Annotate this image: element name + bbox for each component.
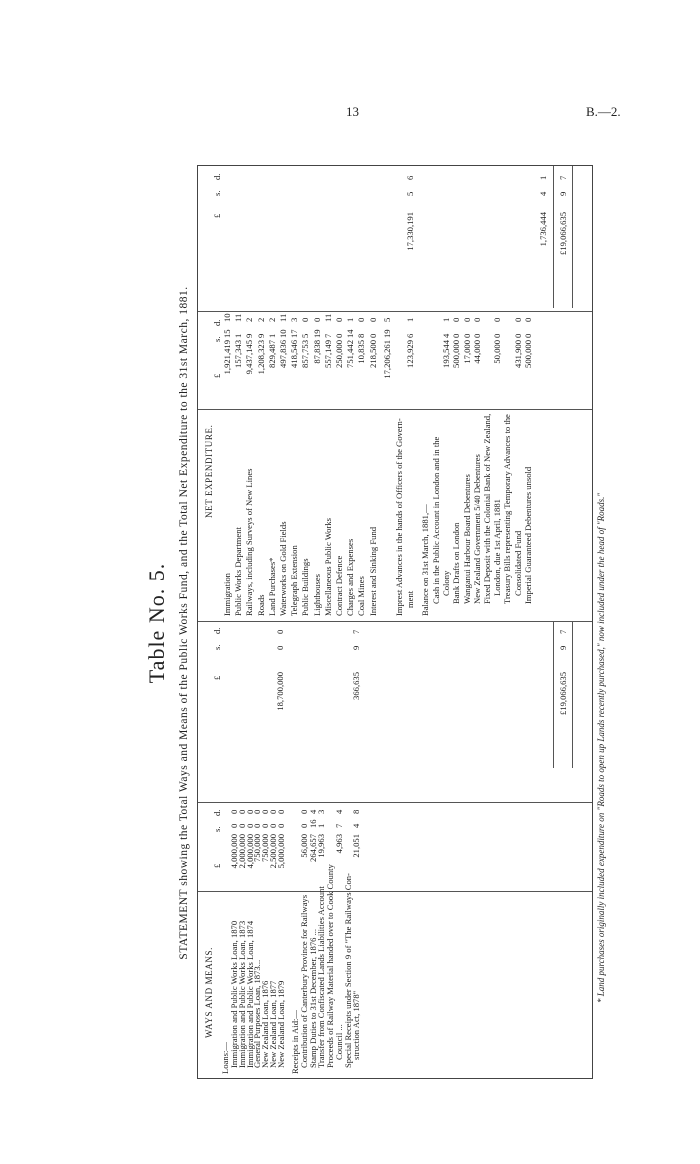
loan-row-label: New Zealand Loan, 1879 bbox=[275, 980, 286, 1068]
ways-currency-pence: d. bbox=[212, 809, 222, 816]
exp-items-total-pence: 5 bbox=[382, 317, 392, 322]
loan-row-pence: 0 bbox=[229, 809, 239, 814]
balance-row-label: New Zealand Government 5/40 Debentures bbox=[471, 454, 482, 604]
ways-grand-total-pence: 7 bbox=[558, 629, 568, 634]
expenditure-row-pence: 0 bbox=[311, 317, 322, 322]
loan-row-label: New Zealand Loan, 1876 bbox=[260, 980, 271, 1068]
column-rule bbox=[198, 891, 592, 892]
exp-currency-shillings: s. bbox=[212, 336, 222, 342]
expenditure-row-shillings: 7 bbox=[322, 333, 333, 338]
loan-row-pounds: 5,000,000 bbox=[275, 834, 286, 869]
receipt-row-pence: 8 bbox=[351, 809, 362, 814]
expenditure-row-label: Waterworks on Gold Fields bbox=[278, 521, 288, 616]
document-reference: B.—2. bbox=[586, 104, 621, 119]
ways-currency-shillings: s. bbox=[212, 826, 222, 832]
exp-currency-pounds: £ bbox=[212, 373, 222, 378]
receipt-row-pounds: 56,000 bbox=[299, 834, 309, 858]
expenditure-row-shillings: 0 bbox=[367, 333, 378, 338]
exp-subtotal-shillings: 5 bbox=[405, 191, 415, 196]
expenditure-row-pounds: 751,442 bbox=[345, 340, 356, 368]
expenditure-row-pounds: 218,500 bbox=[367, 340, 378, 368]
balance-row-shillings: 0 bbox=[461, 333, 472, 338]
balance-label: Balance on 31st March, 1881,— bbox=[420, 504, 430, 616]
page-number: 13 bbox=[346, 104, 359, 119]
receipt-row-pence: 4 bbox=[333, 809, 344, 814]
receipts-total-shillings: 9 bbox=[351, 645, 361, 650]
balance-row-label: Fixed Deposit with the Colonial Bank of New Zealand, bbox=[482, 413, 492, 604]
expenditure-row-label: Coal Mines bbox=[356, 576, 367, 616]
loan-row-pounds: 2,500,000 bbox=[268, 834, 278, 869]
expenditure-row-pence: 0 bbox=[334, 317, 344, 322]
loan-row-pounds: 750,000 bbox=[260, 834, 271, 862]
receipt-row-pounds: 264,657 bbox=[307, 834, 318, 862]
exp-grand-total-pounds: £19,066,635 bbox=[558, 212, 568, 255]
loan-row-shillings: 0 bbox=[236, 823, 247, 828]
balance-row-pence: 0 bbox=[451, 317, 462, 322]
loan-row-shillings: 0 bbox=[229, 823, 239, 828]
receipts-total-pence: 7 bbox=[351, 629, 361, 634]
expenditure-row-shillings: 19 bbox=[311, 329, 322, 338]
loan-row-pence: 0 bbox=[260, 809, 271, 814]
loan-row-label: Immigration and Public Works Loan, 1873 bbox=[236, 920, 247, 1068]
expenditure-row-pence: 0 bbox=[367, 317, 378, 322]
balance-row-pounds: 193,544 bbox=[441, 340, 452, 368]
expenditure-row-shillings: 14 bbox=[345, 329, 356, 338]
expenditure-row-shillings: 8 bbox=[356, 333, 367, 338]
loan-row-label: Immigration and Public Works Loan, 1874 bbox=[244, 920, 255, 1068]
ways-and-expenditure-table bbox=[197, 165, 593, 1079]
expenditure-row-shillings: 15 bbox=[222, 329, 232, 338]
receipt-row-label-2: Council ... bbox=[333, 1024, 344, 1060]
balance-total-pounds: 1,736,444 bbox=[538, 212, 548, 247]
column-rule bbox=[198, 409, 592, 410]
expenditure-row-label: Interest and Sinking Fund bbox=[367, 526, 378, 616]
receipts-total-pounds: 366,635 bbox=[351, 672, 361, 700]
loan-row-pence: 0 bbox=[275, 809, 286, 814]
expenditure-row-pounds: 9,437,145 bbox=[244, 340, 255, 375]
expenditure-row-pence: 11 bbox=[278, 313, 288, 322]
expenditure-row-label: Land Purchases* bbox=[266, 557, 277, 616]
balance-row-pounds: 17,000 bbox=[461, 340, 472, 364]
expenditure-row-pence: 3 bbox=[289, 317, 300, 322]
balance-row-pounds: 431,900 bbox=[512, 340, 523, 368]
loans-total-pounds: 18,700,000 bbox=[275, 672, 285, 711]
expenditure-row-pence: 0 bbox=[356, 317, 367, 322]
exp-total-rule-lower bbox=[572, 166, 573, 308]
expenditure-row-label: Telegraph Extension bbox=[289, 545, 300, 616]
ways-total-currency-shillings: s. bbox=[212, 644, 222, 650]
receipt-row-label: Proceeds of Railway Material handed over to Cook County bbox=[325, 864, 336, 1068]
expenditure-row-label: Public Works Department bbox=[233, 527, 244, 616]
balance-row-pounds: 500,000 bbox=[451, 340, 462, 368]
loan-row-shillings: 0 bbox=[268, 823, 278, 828]
expenditure-row-label: Railways, including Surveys of New Lines bbox=[244, 468, 255, 616]
expenditure-row-label: Lighthouses bbox=[311, 573, 322, 616]
column-rule bbox=[198, 311, 592, 312]
expenditure-row-pence: 11 bbox=[322, 313, 333, 322]
loan-row-pence: 0 bbox=[236, 809, 247, 814]
expenditure-row-label: Contract Defence bbox=[334, 555, 344, 616]
loan-row-label: New Zealand Loan, 1877 bbox=[268, 980, 278, 1068]
expenditure-row-pounds: 87,838 bbox=[311, 340, 322, 364]
receipt-row-shillings: 1 bbox=[316, 823, 327, 828]
loan-row-pence: 0 bbox=[252, 809, 263, 814]
exp-items-total-pounds: 17,206,261 bbox=[382, 340, 392, 379]
ways-total-currency-pence: d. bbox=[212, 627, 222, 634]
table-title: Table No. 5. bbox=[144, 562, 169, 684]
balance-row-shillings: 4 bbox=[441, 333, 452, 338]
expenditure-row-label: Public Buildings bbox=[300, 558, 311, 616]
balance-row-label: Treasury Bills representing Temporary Advances to the bbox=[502, 414, 513, 604]
expenditure-row-shillings: 10 bbox=[278, 329, 288, 338]
expenditure-row-shillings: 5 bbox=[300, 333, 311, 338]
exp-subtotal-pence: 6 bbox=[405, 175, 415, 180]
ways-total-rule bbox=[553, 622, 554, 768]
ways-grand-total-pounds: £19,066,635 bbox=[558, 672, 568, 715]
balance-row-label: Imperial Guaranteed Debentures unsold bbox=[522, 466, 533, 604]
column-rule bbox=[198, 621, 592, 622]
expenditure-row-pounds: 557,149 bbox=[322, 340, 333, 368]
expenditure-row-pounds: 157,343 bbox=[233, 340, 244, 368]
ways-total-rule-lower bbox=[572, 622, 573, 768]
balance-row-pence: 0 bbox=[461, 317, 472, 322]
receipt-row-pence: 3 bbox=[316, 809, 327, 814]
ways-grand-total-shillings: 9 bbox=[558, 645, 568, 650]
receipt-row-pounds: 21,051 bbox=[351, 834, 362, 858]
exp-total-rule bbox=[553, 166, 554, 308]
expenditure-row-shillings: 9 bbox=[244, 333, 255, 338]
receipt-row-shillings: 16 bbox=[307, 819, 318, 828]
balance-row-shillings: 0 bbox=[471, 333, 482, 338]
expenditure-row-pounds: 1,921,419 bbox=[222, 340, 232, 375]
expenditure-row-pence: 2 bbox=[255, 317, 266, 322]
expenditure-row-label: Miscellaneous Public Works bbox=[322, 518, 333, 616]
receipt-row-shillings: 4 bbox=[351, 823, 362, 828]
expenditure-row-shillings: 1 bbox=[233, 333, 244, 338]
receipt-row-label-2: struction Act, 1878" bbox=[351, 990, 362, 1060]
balance-row-pence: 1 bbox=[441, 317, 452, 322]
expenditure-row-pounds: 857,753 bbox=[300, 340, 311, 368]
expenditure-row-pence: 11 bbox=[233, 313, 244, 322]
expenditure-row-pence: 2 bbox=[244, 317, 255, 322]
expenditure-row-label: Charges and Expenses bbox=[345, 538, 356, 616]
rotated-table-page bbox=[140, 123, 660, 1123]
expenditure-row-shillings: 9 bbox=[255, 333, 266, 338]
loan-row-pounds: 750,000 bbox=[252, 834, 263, 862]
balance-row-label-2: London, due 1st April, 1881 bbox=[492, 499, 503, 596]
loan-row-shillings: 0 bbox=[275, 823, 286, 828]
loan-row-shillings: 0 bbox=[260, 823, 271, 828]
receipt-row-pounds: 19,963 bbox=[316, 834, 327, 858]
expenditure-row-pounds: 1,208,323 bbox=[255, 340, 266, 375]
balance-total-pence: 1 bbox=[538, 175, 548, 180]
balance-row-label-2: Consolidated Fund bbox=[512, 530, 523, 596]
loans-total-pence: 0 bbox=[275, 629, 285, 634]
balance-row-label: Cash in the Public Account in London and in the bbox=[431, 436, 441, 604]
loan-row-pence: 0 bbox=[268, 809, 278, 814]
expenditure-row-pence: 0 bbox=[300, 317, 311, 322]
receipt-row-pounds: 4,963 bbox=[333, 834, 344, 854]
expenditure-row-pounds: 418,546 bbox=[289, 340, 300, 368]
receipt-row-label: Special Receipts under Section 9 of "The Railways Con- bbox=[342, 873, 353, 1068]
expenditure-row-shillings: 17 bbox=[289, 329, 300, 338]
expenditure-row-shillings: 0 bbox=[334, 333, 344, 338]
expenditure-row-pence: 10 bbox=[222, 313, 232, 322]
expenditure-heading: NET EXPENDITURE. bbox=[204, 424, 214, 518]
balance-row-pence: 0 bbox=[492, 317, 503, 322]
exp-grand-total-shillings: 9 bbox=[558, 191, 568, 196]
loan-row-pounds: 4,000,000 bbox=[229, 834, 239, 869]
imprest-label-2: ment bbox=[405, 590, 415, 608]
loans-total-shillings: 0 bbox=[275, 645, 285, 650]
balance-row-label: Wanganui Harbour Board Debentures bbox=[461, 474, 472, 604]
exp-grand-total-pence: 7 bbox=[558, 175, 568, 180]
receipt-row-pence: 4 bbox=[307, 809, 318, 814]
balance-row-pounds: 500,000 bbox=[522, 340, 533, 368]
receipt-row-shillings: 7 bbox=[333, 823, 344, 828]
receipts-label: Receipts in Aid:— bbox=[290, 1010, 300, 1074]
expenditure-row-shillings: 1 bbox=[266, 333, 277, 338]
footnote: * Land purchases originally included expenditure on "Roads to open up Lands recently purchased," now included under the head of "Roads." bbox=[596, 492, 606, 1003]
balance-row-shillings: 0 bbox=[451, 333, 462, 338]
loan-row-pounds: 2,000,000 bbox=[236, 834, 247, 869]
balance-row-pounds: 50,000 bbox=[492, 340, 503, 364]
loan-row-shillings: 0 bbox=[244, 823, 255, 828]
expenditure-row-pence: 2 bbox=[266, 317, 277, 322]
expenditure-row-pence: 1 bbox=[345, 317, 356, 322]
exp-total-currency-pounds: £ bbox=[212, 213, 222, 218]
balance-row-pence: 0 bbox=[512, 317, 523, 322]
exp-items-total-shillings: 19 bbox=[382, 329, 392, 338]
balance-row-shillings: 0 bbox=[522, 333, 533, 338]
table-subtitle: STATEMENT showing the Total Ways and Means of the Public Works Fund, and the Total Net Expenditure to the 31st March, 1881. bbox=[178, 286, 190, 960]
exp-total-currency-shillings: s. bbox=[212, 190, 222, 196]
loan-row-pounds: 4,000,000 bbox=[244, 834, 255, 869]
balance-row-pence: 0 bbox=[471, 317, 482, 322]
loan-row-pence: 0 bbox=[244, 809, 255, 814]
receipt-row-pence: 0 bbox=[299, 809, 309, 814]
ways-heading: WAYS AND MEANS. bbox=[204, 947, 214, 1038]
exp-total-currency-pence: d. bbox=[212, 173, 222, 180]
receipt-row-label: Contribution of Canterbury Province for Railways bbox=[299, 894, 309, 1068]
imprest-label: Imprest Advances in the hands of Officers of the Govern- bbox=[394, 418, 404, 616]
balance-row-pounds: 44,000 bbox=[471, 340, 482, 364]
balance-row-label-2: Colony bbox=[441, 570, 452, 596]
column-rule bbox=[198, 802, 592, 803]
balance-row-shillings: 0 bbox=[492, 333, 503, 338]
loan-row-label: General Purposes Loan, 1873... bbox=[252, 959, 263, 1068]
ways-total-currency-pounds: £ bbox=[212, 675, 222, 680]
expenditure-row-pounds: 829,487 bbox=[266, 340, 277, 368]
expenditure-row-label: Roads bbox=[255, 594, 266, 616]
ways-currency-pounds: £ bbox=[212, 863, 222, 868]
loan-row-shillings: 0 bbox=[252, 823, 263, 828]
receipt-row-label: Stamp Duties to 31st December, 1876 ... bbox=[307, 928, 318, 1068]
expenditure-row-pounds: 497,836 bbox=[278, 340, 288, 368]
expenditure-row-pounds: 10,835 bbox=[356, 340, 367, 364]
receipt-row-label: Transfer from Confiscated Lands Liabilities Account bbox=[316, 886, 327, 1068]
expenditure-row-label: Immigration bbox=[222, 573, 232, 616]
imprest-pounds: 123,929 bbox=[405, 340, 415, 368]
exp-currency-pence: d. bbox=[212, 319, 222, 326]
expenditure-row-pounds: 250,000 bbox=[334, 340, 344, 368]
balance-row-shillings: 0 bbox=[512, 333, 523, 338]
imprest-pence: 1 bbox=[405, 317, 415, 322]
loans-label: Loans:— bbox=[220, 1042, 230, 1074]
balance-row-pence: 0 bbox=[522, 317, 533, 322]
loan-row-label: Immigration and Public Works Loan, 1870 bbox=[229, 920, 239, 1068]
receipt-row-shillings: 0 bbox=[299, 823, 309, 828]
imprest-shillings: 6 bbox=[405, 333, 415, 338]
balance-row-label: Bank Drafts on London bbox=[451, 522, 462, 604]
exp-subtotal-pounds: 17,330,191 bbox=[405, 212, 415, 251]
balance-total-shillings: 4 bbox=[538, 191, 548, 196]
